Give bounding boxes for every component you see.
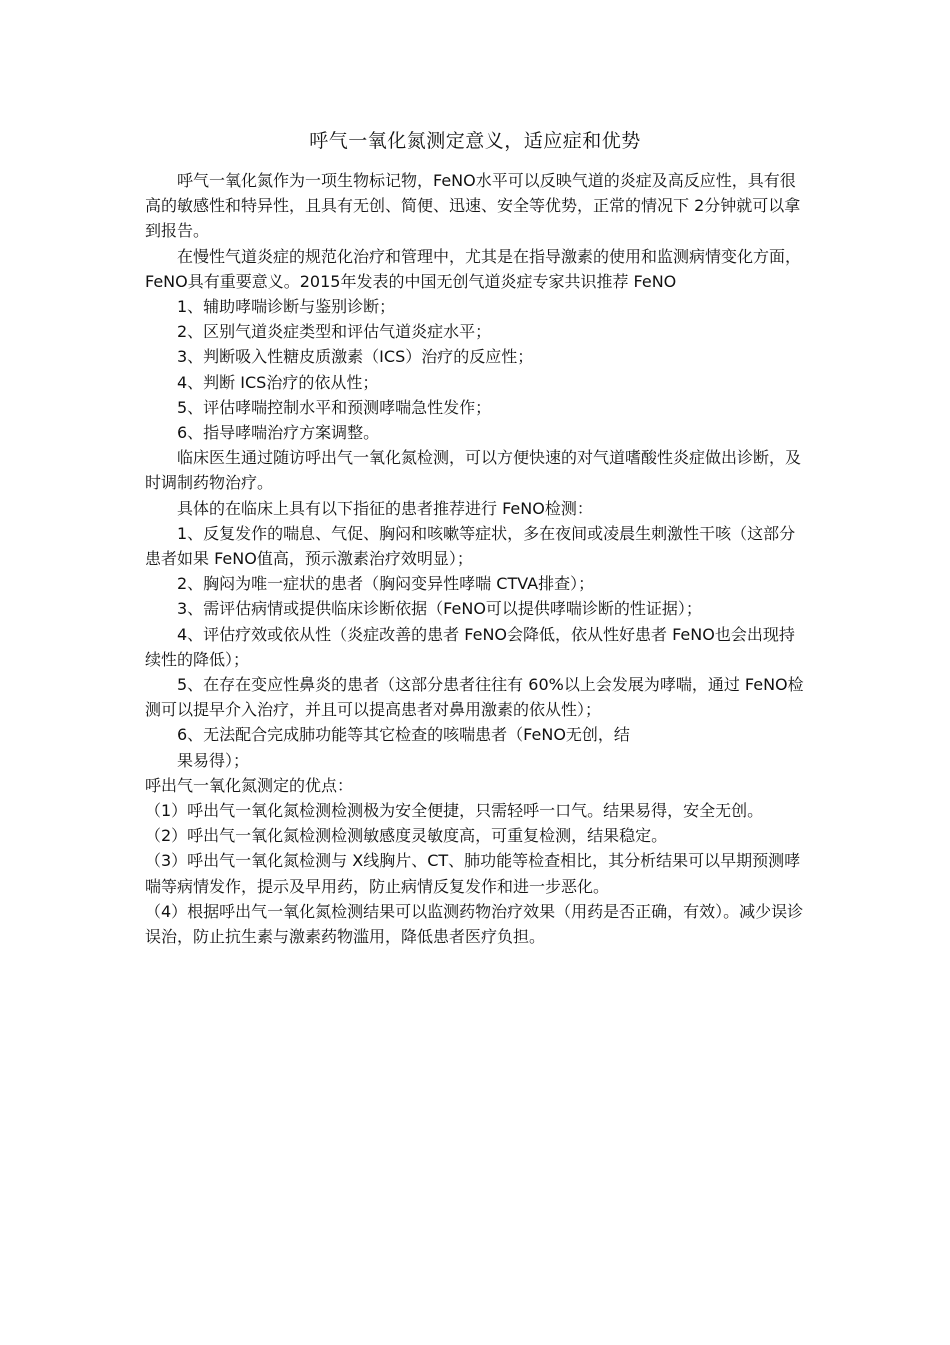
advantages-heading: 呼出气一氧化氮测定的优点：	[145, 775, 354, 795]
indication-item: 1、反复发作的喘息、气促、胸闷和咳嗽等症状，多在夜间或凌晨生刺激性干咳（这部分患者如果 FeNO值高，预示激素治疗效明显）；	[145, 523, 796, 569]
indication-item-6-line1: 6、无法配合完成肺功能等其它检查的咳喘患者（FeNO无创，结	[177, 725, 630, 745]
significance-paragraph: 在慢性气道炎症的规范化治疗和管理中，尤其是在指导激素的使用和监测病情变化方面，FeNO具有重要意义。2015年发表的中国无创气道炎症专家共识推荐 FeNO	[145, 246, 802, 291]
clinical-paragraph: 临床医生通过随访呼出气一氧化氮检测，可以方便快速的对气道嗜酸性炎症做出诊断，及时调制药物治疗。	[145, 448, 802, 493]
document-title: 呼气一氧化氮测定意义，适应症和优势	[309, 130, 641, 152]
indication-item: 4、评估疗效或依从性（炎症改善的患者 FeNO会降低，依从性好患者 FeNO也会出现持续性的降低）；	[145, 624, 795, 669]
consensus-item: 5、评估哮喘控制水平和预测哮喘急性发作；	[177, 397, 492, 417]
intro-paragraph: 呼气一氧化氮作为一项生物标记物，FeNO水平可以反映气道的炎症及高反应性，具有很高的敏感性和特异性，且具有无创、简便、迅速、安全等优势，正常的情况下 2分钟就可以拿到报告。	[145, 171, 801, 241]
consensus-item: 1、辅助哮喘诊断与鉴别诊断；	[177, 297, 396, 317]
advantage-item: （4）根据呼出气一氧化氮检测结果可以监测药物治疗效果（用药是否正确，有效）。减少误诊误治，防止抗生素与激素药物滥用，降低患者医疗负担。	[145, 901, 804, 947]
indication-item-6-line2: 果易得）；	[177, 750, 250, 770]
advantage-item: （3）呼出气一氧化氮检测与 X线胸片、CT、肺功能等检查相比，其分析结果可以早期预测哮喘等病情发作，提示及早用药，防止病情反复发作和进一步恶化。	[145, 851, 801, 896]
consensus-item: 3、判断吸入性糖皮质激素（ICS）治疗的反应性；	[177, 347, 534, 367]
consensus-item: 6、指导哮喘治疗方案调整。	[177, 423, 380, 443]
document-body	[145, 168, 805, 949]
advantage-item: （1）呼出气一氧化氮检测检测极为安全便捷，只需轻呼一口气。结果易得，安全无创。	[145, 801, 764, 821]
advantage-item: （2）呼出气一氧化氮检测检测敏感度灵敏度高，可重复检测，结果稳定。	[145, 826, 668, 846]
indication-item: 5、在存在变应性鼻炎的患者（这部分患者往往有 60%以上会发展为哮喘，通过 FeNO检测可以提早介入治疗，并且可以提高患者对鼻用激素的依从性）；	[145, 675, 804, 720]
indication-item: 3、需评估病情或提供临床诊断依据（FeNO可以提供哮喘诊断的性证据）；	[177, 599, 702, 619]
indication-item: 2、胸闷为唯一症状的患者（胸闷变异性哮喘 CTVA排查）；	[177, 574, 595, 594]
consensus-item: 2、区别气道炎症类型和评估气道炎症水平；	[177, 322, 492, 342]
indications-intro: 具体的在临床上具有以下指征的患者推荐进行 FeNO检测：	[177, 498, 593, 518]
consensus-item: 4、判断 ICS治疗的依从性；	[177, 372, 379, 392]
